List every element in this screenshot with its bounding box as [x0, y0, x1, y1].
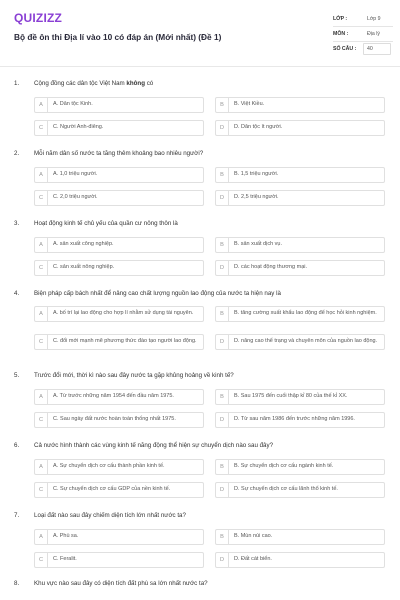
option-letter: C — [35, 483, 48, 497]
option-7b[interactable] — [215, 529, 385, 545]
option-7d[interactable] — [215, 552, 385, 568]
option-4a[interactable] — [34, 306, 204, 322]
question-number: 8. — [14, 580, 20, 587]
meta-count-value: 40 — [367, 46, 373, 52]
question-number: 2. — [14, 150, 20, 157]
option-letter: A — [35, 390, 48, 404]
question-number: 1. — [14, 80, 20, 87]
option-1d[interactable] — [215, 120, 385, 136]
option-letter: D — [216, 483, 229, 497]
option-letter: A — [35, 530, 48, 544]
option-text: C. 2,0 triệu người. — [53, 194, 98, 201]
option-letter: B — [216, 460, 229, 474]
option-letter: A — [35, 168, 48, 182]
option-text: A. Dân tộc Kinh. — [53, 101, 93, 108]
meta-class-row — [333, 12, 393, 27]
option-letter: D — [216, 413, 229, 427]
option-letter: C — [35, 121, 48, 135]
option-letter: C — [35, 335, 48, 349]
option-letter: B — [216, 390, 229, 404]
question-text: Cả nước hình thành các vùng kinh tế năng động thể hiện sự chuyển dịch nào sau đây? — [34, 442, 274, 449]
option-letter: C — [35, 413, 48, 427]
option-letter: B — [216, 307, 229, 321]
option-text: C. Người Anh-điêng. — [53, 124, 104, 131]
option-4b[interactable] — [215, 306, 385, 322]
option-1a[interactable] — [34, 97, 204, 113]
option-text: D. các hoạt động thương mại. — [234, 264, 308, 271]
option-text: D. 2,5 triệu người. — [234, 194, 279, 201]
option-letter: B — [216, 238, 229, 252]
option-letter: C — [35, 261, 48, 275]
option-5a[interactable] — [34, 389, 204, 405]
option-7a[interactable] — [34, 529, 204, 545]
option-text: B. sản xuất dịch vụ. — [234, 241, 282, 248]
meta-class-value: Lớp 9 — [367, 16, 381, 22]
option-4d[interactable] — [215, 334, 385, 350]
option-1b[interactable] — [215, 97, 385, 113]
option-text: B. Việt Kiều. — [234, 101, 265, 108]
option-letter: D — [216, 191, 229, 205]
option-3b[interactable] — [215, 237, 385, 253]
question-text: Biện pháp cấp bách nhất để nâng cao chất lượng nguồn lao động của nước ta hiện nay là — [34, 290, 281, 297]
option-2d[interactable] — [215, 190, 385, 206]
option-letter: B — [216, 98, 229, 112]
meta-count-row — [333, 42, 393, 57]
option-letter: A — [35, 307, 48, 321]
option-letter: D — [216, 553, 229, 567]
option-text: A. Sự chuyển dịch cơ cấu thành phần kinh tế. — [53, 463, 165, 470]
question-number: 6. — [14, 442, 20, 449]
option-letter: B — [216, 530, 229, 544]
question-number: 7. — [14, 512, 20, 519]
question-text: Cộng đồng các dân tộc Việt Nam không có — [34, 80, 154, 87]
option-letter: D — [216, 261, 229, 275]
option-1c[interactable] — [34, 120, 204, 136]
option-text: D. Sự chuyển dịch cơ cấu lãnh thổ kinh tế. — [234, 486, 338, 493]
option-text: C. đổi mới mạnh mẽ phương thức đào tạo người lao động. — [53, 338, 197, 345]
option-text: B. Sự chuyển dịch cơ cấu ngành kinh tế. — [234, 463, 334, 470]
worksheet-header — [0, 0, 400, 66]
question-text: Hoạt động kinh tế chủ yếu của quần cư nông thôn là — [34, 220, 178, 227]
option-text: C. Feralit. — [53, 556, 77, 563]
question-number: 4. — [14, 290, 20, 297]
option-6a[interactable] — [34, 459, 204, 475]
meta-subject-row — [333, 27, 393, 42]
option-text: A. sản xuất công nghiệp. — [53, 241, 114, 248]
question-text: Loại đất nào sau đây chiếm diện tích lớn nhất nước ta? — [34, 512, 186, 519]
option-letter: D — [216, 335, 229, 349]
meta-subject-label: MÔN : — [333, 31, 349, 37]
option-6b[interactable] — [215, 459, 385, 475]
option-text: C. sản xuất nông nghiệp. — [53, 264, 115, 271]
option-7c[interactable] — [34, 552, 204, 568]
header-divider — [0, 66, 400, 67]
question-number: 5. — [14, 372, 20, 379]
meta-subject-value: Địa lý — [367, 31, 380, 37]
option-text: A. bố trí lại lao động cho hợp lí nhằm sử dụng tài nguyên. — [53, 310, 194, 317]
worksheet-meta — [333, 12, 393, 57]
option-text: B. Mùn núi cao. — [234, 533, 273, 540]
option-2b[interactable] — [215, 167, 385, 183]
option-text: B. 1,5 triệu người. — [234, 171, 279, 178]
question-text: Trước đổi mới, thời kì nào sau đây nước ta gặp khủng hoảng về kinh tế? — [34, 372, 234, 379]
option-letter: D — [216, 121, 229, 135]
option-text: A. Phù sa. — [53, 533, 79, 540]
question-text: Khu vực nào sau đây có diện tích đất phù sa lớn nhất nước ta? — [34, 580, 208, 587]
option-text: D. Đất cát biển. — [234, 556, 272, 563]
option-text: B. tăng cường xuất khẩu lao động để học hỏi kinh nghiệm. — [234, 310, 377, 317]
option-3d[interactable] — [215, 260, 385, 276]
option-text: D. Dân tộc ít người. — [234, 124, 283, 131]
quizizz-logo: QUIZIZZ — [14, 11, 63, 25]
option-letter: C — [35, 191, 48, 205]
option-text: D. nâng cao thể trạng và chuyên môn của nguồn lao động. — [234, 338, 378, 345]
option-letter: A — [35, 238, 48, 252]
option-3a[interactable] — [34, 237, 204, 253]
option-2a[interactable] — [34, 167, 204, 183]
meta-count-label: SỐ CÂU : — [333, 46, 357, 52]
option-5b[interactable] — [215, 389, 385, 405]
option-3c[interactable] — [34, 260, 204, 276]
option-text: A. 1,0 triệu người. — [53, 171, 98, 178]
option-text: D. Từ sau năm 1986 đến trước những năm 1996. — [234, 416, 355, 423]
question-number: 3. — [14, 220, 20, 227]
worksheet-title: Bộ đề ôn thi Địa lí vào 10 có đáp án (Mới nhất) (Đề 1) — [14, 32, 222, 42]
option-text: A. Từ trước những năm 1954 đến đầu năm 1975. — [53, 393, 174, 400]
option-text: C. Sau ngày đất nước hoàn toàn thống nhất 1975. — [53, 416, 176, 423]
option-text: B. Sau 1975 đến cuối thập kỉ 80 của thế kỉ XX. — [234, 393, 348, 400]
option-letter: C — [35, 553, 48, 567]
option-letter: A — [35, 98, 48, 112]
option-4c[interactable] — [34, 334, 204, 350]
option-6d[interactable] — [215, 482, 385, 498]
question-text: Mỗi năm dân số nước ta tăng thêm khoảng bao nhiêu người? — [34, 150, 204, 157]
option-letter: A — [35, 460, 48, 474]
option-6c[interactable] — [34, 482, 204, 498]
option-letter: B — [216, 168, 229, 182]
option-2c[interactable] — [34, 190, 204, 206]
option-text: C. Sự chuyển dịch cơ cấu GDP của nền kinh tế. — [53, 486, 171, 493]
option-5d[interactable] — [215, 412, 385, 428]
meta-class-label: LỚP : — [333, 16, 348, 22]
option-5c[interactable] — [34, 412, 204, 428]
question-emphasis: không — [126, 80, 145, 87]
